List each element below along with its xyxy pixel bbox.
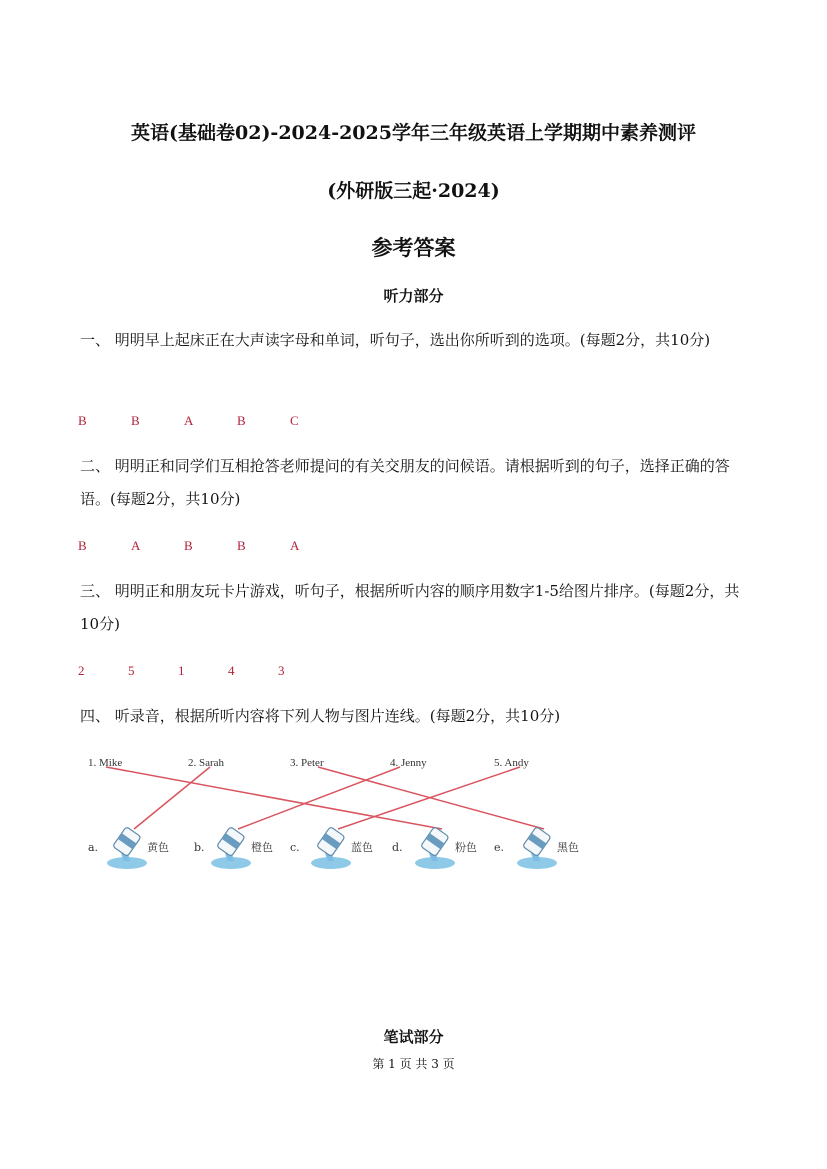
color-label: 粉色 — [455, 841, 477, 854]
answer-3-5: 3 — [278, 663, 285, 678]
paint-option-1 — [88, 827, 169, 869]
person-name-4: 4. Jenny — [390, 757, 427, 769]
person-name-5: 5. Andy — [494, 757, 529, 769]
option-letter: b. — [194, 841, 205, 854]
section-3-answers — [78, 663, 328, 679]
answer-1-4: B — [237, 413, 246, 428]
answer-1-1: B — [78, 413, 87, 428]
section-2-prompt: 二、 明明正和同学们互相抢答老师提问的有关交朋友的问候语。请根据听到的句子，选择正确的答语。(每题2分，共10分) — [80, 457, 730, 508]
section-1-answers — [78, 413, 343, 429]
connection-line-4 — [238, 767, 400, 829]
paint-option-3 — [290, 827, 373, 869]
answer-3-2: 5 — [128, 663, 135, 678]
option-letter: d. — [392, 841, 403, 854]
writing-label: 笔试部分 — [383, 1028, 444, 1046]
answer-1-2: B — [131, 413, 140, 428]
answer-2-2: A — [131, 538, 141, 553]
option-letter: c. — [290, 841, 300, 854]
section-4-prompt: 四、 听录音，根据所听内容将下列人物与图片连线。(每题2分，共10分) — [80, 707, 561, 725]
person-name-2: 2. Sarah — [188, 757, 225, 769]
document-title: 英语(基础卷02)-2024-2025学年三年级英语上学期期中素养测评 — [131, 122, 696, 144]
answer-3-4: 4 — [228, 663, 235, 678]
color-label: 黑色 — [557, 841, 579, 854]
answer-3-1: 2 — [78, 663, 85, 678]
color-label: 蓝色 — [351, 841, 373, 854]
person-name-1: 1. Mike — [88, 757, 123, 769]
connection-line-2 — [134, 767, 210, 829]
answer-2-1: B — [78, 538, 87, 553]
answer-2-5: A — [290, 538, 300, 553]
page-footer: 第 1 页 共 3 页 — [372, 1057, 455, 1071]
answer-3-3: 1 — [178, 663, 185, 678]
color-label: 橙色 — [251, 841, 273, 854]
answer-1-5: C — [290, 413, 299, 428]
paint-option-4 — [392, 827, 477, 869]
answer-2-4: B — [237, 538, 246, 553]
section-3-prompt: 三、 明明正和朋友玩卡片游戏，听句子，根据所听内容的顺序用数字1-5给图片排序。(每题2分，共10分) — [80, 582, 740, 633]
section-2-answers — [78, 538, 343, 554]
answer-heading: 参考答案 — [371, 235, 456, 260]
answer-2-3: B — [184, 538, 193, 553]
option-letter: a. — [88, 841, 99, 854]
section-1-prompt: 一、 明明早上起床正在大声读字母和单词，听句子，选出你所听到的选项。(每题2分，共10分) — [80, 331, 711, 349]
document-subtitle: (外研版三起·2024) — [327, 180, 500, 202]
option-letter: e. — [494, 841, 505, 854]
answer-1-3: A — [184, 413, 194, 428]
paint-option-2 — [194, 827, 273, 869]
connection-line-5 — [338, 767, 520, 829]
color-label: 黄色 — [147, 841, 169, 854]
person-name-3: 3. Peter — [290, 757, 324, 769]
connection-line-1 — [106, 767, 442, 829]
listening-label: 听力部分 — [383, 287, 444, 305]
paint-option-5 — [494, 827, 579, 869]
matching-diagram — [78, 745, 638, 885]
